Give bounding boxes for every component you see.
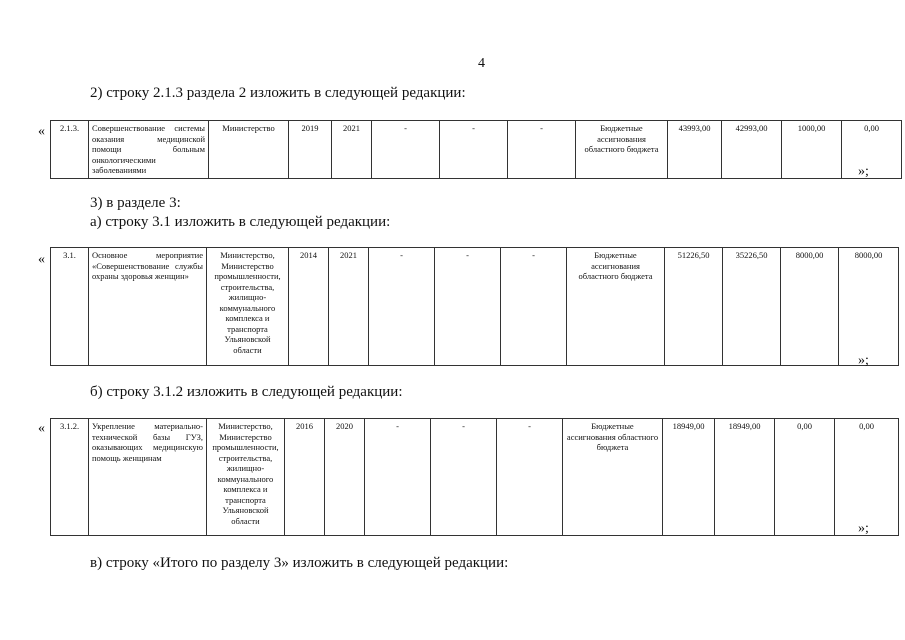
cell-year-3: 0,00 xyxy=(835,419,899,536)
cell-year-2: 8000,00 xyxy=(781,248,839,366)
cell-dash-2: - xyxy=(435,248,501,366)
cell-num: 3.1. xyxy=(51,248,89,366)
cell-dash-3: - xyxy=(497,419,563,536)
cell-year-1: 42993,00 xyxy=(722,121,782,179)
cell-source: Бюджетные ассигнования областного бюджета xyxy=(567,248,665,366)
open-quote-31: « xyxy=(38,252,45,267)
cell-year-3: 0,00 xyxy=(842,121,902,179)
cell-end-year: 2021 xyxy=(329,248,369,366)
cell-start-year: 2014 xyxy=(289,248,329,366)
close-quote-213: »; xyxy=(858,164,869,179)
paragraph-row-213: 2) строку 2.1.3 раздела 2 изложить в следующей редакции: xyxy=(90,85,466,101)
open-quote-213: « xyxy=(38,124,45,139)
cell-total: 51226,50 xyxy=(665,248,723,366)
cell-dash-1: - xyxy=(365,419,431,536)
cell-source: Бюджетные ассигнования областного бюджета xyxy=(563,419,663,536)
cell-total: 18949,00 xyxy=(663,419,715,536)
table-row-213 xyxy=(50,120,902,179)
paragraph-total-section-3: в) строку «Итого по разделу 3» изложить в следующей редакции: xyxy=(90,555,509,571)
cell-executor: Министерство, Министерство промышленности, строительства, жилищно-коммунального комплекса и транспорта Ульяновской области xyxy=(207,419,285,536)
cell-dash-1: - xyxy=(369,248,435,366)
cell-year-2: 0,00 xyxy=(775,419,835,536)
paragraph-row-31: а) строку 3.1 изложить в следующей редакции: xyxy=(90,214,391,230)
cell-name: Укрепление материально-технической базы ГУЗ, оказывающих медицинскую помощь женщинам xyxy=(89,419,207,536)
page-number: 4 xyxy=(478,56,485,71)
cell-year-3: 8000,00 xyxy=(839,248,899,366)
cell-end-year: 2020 xyxy=(325,419,365,536)
cell-source: Бюджетные ассигнования областного бюджета xyxy=(576,121,668,179)
cell-total: 43993,00 xyxy=(668,121,722,179)
open-quote-312: « xyxy=(38,421,45,436)
cell-executor: Министерство, Министерство промышленности, строительства, жилищно-коммунального комплекса и транспорта Ульяновской области xyxy=(207,248,289,366)
cell-start-year: 2016 xyxy=(285,419,325,536)
cell-name: Основное мероприятие «Совершенствование службы охраны здоровья женщин» xyxy=(89,248,207,366)
cell-num: 3.1.2. xyxy=(51,419,89,536)
cell-dash-3: - xyxy=(508,121,576,179)
cell-start-year: 2019 xyxy=(289,121,332,179)
table-row-31 xyxy=(50,247,899,366)
cell-dash-1: - xyxy=(372,121,440,179)
cell-end-year: 2021 xyxy=(332,121,372,179)
paragraph-section-3: 3) в разделе 3: xyxy=(90,195,181,211)
paragraph-row-312: б) строку 3.1.2 изложить в следующей редакции: xyxy=(90,384,403,400)
cell-executor: Министерство xyxy=(209,121,289,179)
cell-dash-3: - xyxy=(501,248,567,366)
cell-year-1: 18949,00 xyxy=(715,419,775,536)
cell-year-1: 35226,50 xyxy=(723,248,781,366)
close-quote-312: »; xyxy=(858,521,869,536)
close-quote-31: »; xyxy=(858,353,869,368)
cell-year-2: 1000,00 xyxy=(782,121,842,179)
cell-num: 2.1.3. xyxy=(51,121,89,179)
cell-dash-2: - xyxy=(431,419,497,536)
table-row-312 xyxy=(50,418,899,536)
cell-name: Совершенствование системы оказания медицинской помощи больным онкологическими заболеваниями xyxy=(89,121,209,179)
cell-dash-2: - xyxy=(440,121,508,179)
